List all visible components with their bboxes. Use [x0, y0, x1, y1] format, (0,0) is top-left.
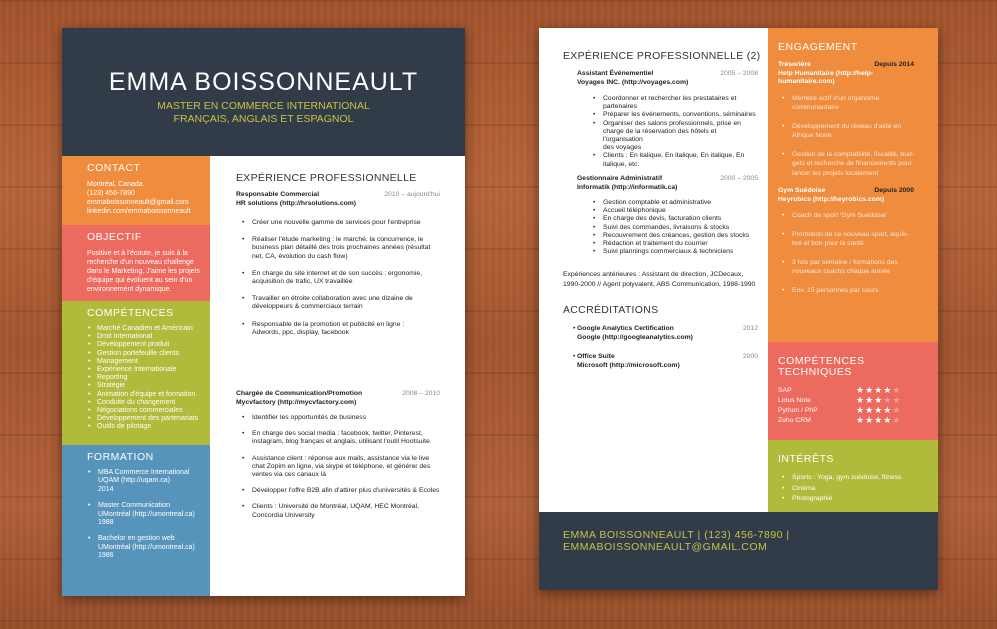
star-empty-icon: ★ — [883, 395, 893, 405]
engagement-item: • Coach de sport 'Gym Suédoise' — [778, 211, 928, 221]
job-bullet: • Développer l'offre B2B afin d'attirer plus d'universités & Ecoles — [236, 487, 440, 495]
objectif-line: environnement dynamique. — [87, 286, 172, 293]
accreditations-title: ACCRÉDITATIONS — [563, 304, 659, 316]
formation-item — [87, 469, 210, 494]
job-company: Voyages INC. (http://voyages.com) — [577, 78, 689, 86]
star-filled-icon: ★ — [865, 395, 875, 405]
job-bullets — [236, 219, 440, 337]
job-entry — [236, 191, 440, 337]
formation-title: FORMATION — [87, 451, 154, 463]
star-filled-icon: ★ — [883, 385, 893, 395]
job-bullet: • Créer une nouvelle gamme de services pour l'entreprise — [236, 219, 440, 227]
star-filled-icon: ★ — [874, 385, 884, 395]
competences-section — [62, 301, 210, 445]
previous-line: Expériences antérieures : Assistant de direction, JCDecaux, — [563, 271, 744, 278]
skill-name: Lotus Note — [778, 397, 811, 404]
objectif-line: recherche d'un nouveau challenge — [87, 259, 194, 266]
job-bullet: • Travailler en étroite collaboration avec une dizaine de développeurs & commerciaux terrain — [236, 295, 440, 311]
star-filled-icon: ★ — [865, 385, 875, 395]
job-bullet: • Organiser des salons professionnels, prise en charge de la réservation des hôtels et l'organisation des voyages — [587, 120, 758, 153]
resume-subtitle-1: MASTER EN COMMERCE INTERNATIONAL — [157, 100, 370, 112]
job-company: Mycvfactory (http://mycvfactory.com) — [236, 398, 357, 406]
engagement-section — [768, 28, 938, 342]
interets-list — [778, 473, 928, 504]
job-bullet: • Suivi plannings commerciaux & techniciens — [587, 248, 758, 256]
job-bullet: • Recouvrement des créances, gestion des stocks — [587, 232, 758, 240]
resume-page-2 — [539, 28, 938, 590]
competences-list — [87, 325, 210, 432]
engagement-list — [778, 211, 928, 295]
formation-degree: • MBA Commerce International — [98, 469, 190, 476]
engagement-org: Heyrobics (http://heyrobics.com) — [778, 195, 885, 203]
objectif-line: Positive et à l'écoute, je suis à la — [87, 250, 188, 257]
experience-title: EXPÉRIENCE PROFESSIONNELLE — [236, 172, 417, 184]
objectif-line: dans le Marketing. J'aime les projets — [87, 268, 200, 275]
footer-contact: EMMA BOISSONNEAULT | (123) 456-7890 | EMMABOISSONNEAULT@GMAIL.COM — [563, 529, 790, 553]
skill-row — [778, 416, 928, 426]
competence-item: • Développement produit — [97, 341, 210, 349]
interet-item: • Sports : Yoga, gym suédoise, fitness — [778, 473, 928, 483]
skill-row — [778, 386, 928, 396]
star-filled-icon: ★ — [883, 415, 893, 425]
job-bullet: • En charge du site internet et de son succès : ergonomie, acquisition de trafic, UX travaillée — [236, 270, 440, 286]
objectif-title: OBJECTIF — [87, 231, 142, 243]
job-bullet: • Identifier les opportunités de business — [236, 414, 440, 422]
job-bullet: • En charge des social media : facebook, twitter, Pinterest, instagram, blog français et anglais, utilisant l'outil Hootsuite — [236, 430, 440, 446]
skill-rating-stars — [856, 415, 901, 425]
skill-rating-stars — [856, 385, 901, 395]
resume-subtitle-2: FRANÇAIS, ANGLAIS ET ESPAGNOL — [173, 113, 354, 125]
previous-experience — [563, 270, 763, 289]
engagement-role: Gym Suédoise Depuis 2000 — [778, 187, 914, 194]
engagement-item: • Promotion de ce nouveau sport, équili- bré et bon pour la santé — [778, 230, 928, 249]
job-bullet: • Accueil téléphonique — [587, 207, 758, 215]
job-title: Gestionnaire Administratif — [577, 175, 663, 182]
formation-degree: • Master Communication — [98, 502, 170, 510]
star-empty-icon: ★ — [892, 385, 902, 395]
job-title: Assistant Événementiel — [577, 70, 654, 77]
interet-item: • Cinéma — [778, 484, 928, 494]
star-empty-icon: ★ — [892, 405, 902, 415]
star-filled-icon: ★ — [874, 395, 884, 405]
job-bullet: • Coordonner et rechercher les prestataires et partenaires — [587, 95, 758, 111]
star-filled-icon: ★ — [865, 405, 875, 415]
competence-item: • Marché Canadien et Américain — [97, 325, 210, 333]
star-filled-icon: ★ — [856, 395, 866, 405]
previous-line: 1990-2000 // Agent polyvalent, ABS Communication, 1988-1990 — [563, 280, 756, 288]
skill-name: Python / PhP — [778, 407, 818, 414]
job-title: Responsable Commercial — [236, 191, 320, 198]
engagement-date: Depuis 2014 — [874, 61, 914, 68]
engagement-item: • Membre actif d'un organisme communautaire — [778, 94, 928, 113]
job-bullet: • Préparer les événements, conventions, séminaires — [587, 111, 758, 119]
engagement-title: ENGAGEMENT — [778, 41, 858, 53]
resume-name: EMMA BOISSONNEAULT — [108, 68, 419, 96]
competence-item: • Animation d'équipe et formation — [97, 391, 210, 399]
job-title: Chargée de Communication/Promotion — [236, 390, 363, 397]
star-filled-icon: ★ — [883, 405, 893, 415]
interets-title: INTÉRÊTS — [778, 453, 834, 465]
contact-phone: (123) 456-7890 — [87, 190, 135, 197]
job-company: HR solutions (http://hrsolutions.com) — [236, 199, 357, 207]
competences-title: COMPÉTENCES — [87, 307, 174, 319]
engagement-item: • Développement du réseau d'aide en Afrique Noire — [778, 122, 928, 141]
accreditation-bullet — [567, 353, 758, 370]
objectif-line: d'équipe qui évoluent au sein d'un — [87, 277, 193, 284]
engagement-date: Depuis 2000 — [874, 187, 914, 194]
skill-row — [778, 406, 928, 416]
job-entry — [577, 175, 758, 256]
job-bullets — [587, 199, 758, 256]
star-empty-icon: ★ — [892, 395, 902, 405]
engagement-item: • Env. 15 personnes par cours — [778, 286, 928, 296]
engagement-item: • 3 fois par semaine / formations des nouveaux coachs chaque année — [778, 258, 928, 277]
job-bullets — [587, 95, 758, 169]
competence-item: • Développement des partenariats — [97, 415, 210, 423]
formation-section — [62, 445, 210, 596]
job-bullet: • En charge des devis, facturation clients — [587, 215, 758, 223]
engagement-item: • Gestion de la comptabilité, fiscalité, bud- gets et recherche de financements pour lancer les projets localement — [778, 150, 928, 179]
formation-item — [87, 535, 210, 560]
accreditation-text: • Office Suite Microsoft (http://microsoft.com) — [567, 353, 758, 370]
skill-row — [778, 396, 928, 406]
accreditation-date: 2012 — [742, 325, 758, 332]
job-bullet: • Clients : Université de Montréal, UQAM, HEC Montréal, Concordia University — [236, 503, 440, 519]
competence-item: • Conduite du changement — [97, 399, 210, 407]
star-filled-icon: ★ — [856, 405, 866, 415]
engagement-list — [778, 94, 928, 179]
competence-item: • Stratégie — [97, 382, 210, 390]
formation-degree: • Bachelor en gestion web — [98, 535, 175, 543]
star-filled-icon: ★ — [856, 415, 866, 425]
skill-name: SAP — [778, 387, 792, 394]
competences-techniques-title: COMPÉTENCES TECHNIQUES — [778, 355, 865, 378]
accreditation-item — [567, 353, 758, 370]
competences-techniques-section — [768, 342, 938, 440]
competence-item: • Management — [97, 358, 210, 366]
job-entry — [577, 70, 758, 169]
skill-rating-stars — [856, 405, 901, 415]
star-filled-icon: ★ — [874, 415, 884, 425]
contact-linkedin: linkedin.com/emmaboissonneault — [87, 208, 191, 215]
job-bullet: • Assistance client : réponse aux mails, assistance via le live chat Zopim en ligne, via skype et téléphone, et générer des ventes via ces canaux là — [236, 455, 440, 480]
formation-item — [87, 502, 210, 527]
star-filled-icon: ★ — [874, 405, 884, 415]
star-empty-icon: ★ — [892, 415, 902, 425]
objectif-section — [62, 225, 210, 301]
skill-rating-stars — [856, 395, 901, 405]
accreditation-item — [567, 325, 758, 342]
job-entry — [236, 390, 440, 520]
contact-section — [62, 156, 210, 225]
star-filled-icon: ★ — [865, 415, 875, 425]
engagement-role: Trésorière Depuis 2014 — [778, 61, 914, 68]
competence-item: • Négociations commerciales — [97, 407, 210, 415]
resume-page-1 — [62, 28, 465, 596]
accreditation-bullet — [567, 325, 758, 342]
contact-city: Montréal, Canada — [87, 181, 143, 188]
engagement-org: Help Humanitaire (http://help-humanitaire.com) — [778, 69, 874, 85]
experience2-section — [539, 28, 768, 512]
experience2-title: EXPÉRIENCE PROFESSIONNELLE (2) — [563, 50, 761, 62]
formation-year: 1986 — [98, 552, 114, 560]
competence-item: • Gestion portefeuille clients — [97, 350, 210, 358]
interet-item: • Photographie — [778, 494, 928, 504]
skills-list — [778, 386, 928, 426]
job-bullets — [236, 414, 440, 520]
competence-item: • Outils de pilotage — [97, 423, 210, 431]
job-bullet: • Gestion comptable et administrative — [587, 199, 758, 207]
contact-email: emmaboissonneault@gmail.com — [87, 199, 189, 206]
formation-school: UMontréal (http://umontreal.ca) — [98, 510, 195, 518]
job-bullet: • Responsable de la promotion et publicité en ligne : Adwords, ppc, display, facebook — [236, 321, 440, 337]
accreditation-date: 2000 — [742, 353, 758, 360]
job-bullet: • Clients : En italique, En italique, En italique, En italique, etc. — [587, 152, 758, 168]
formation-school: UMontréal (http://umontreal.ca) — [98, 543, 195, 551]
accreditation-text: • Google Analytics Certification Google (http://googleanalytics.com) — [567, 325, 758, 342]
job-bullet: • Réaliser l'étude marketing : le marché, la concurrence, le business plan détaillé des trois prochaines années (résultat net, CA, évolution du cash flow) — [236, 236, 440, 261]
resume-header — [62, 28, 465, 156]
formation-school: UQAM (http://uqam.ca) — [98, 477, 170, 485]
competence-item: • Reporting — [97, 374, 210, 382]
skill-name: Zoho CRM — [778, 417, 811, 424]
star-filled-icon: ★ — [856, 385, 866, 395]
job-date: 2005 – 2008 — [720, 70, 758, 77]
resume-footer — [539, 512, 938, 590]
job-company: Informatik (http://informatik.ca) — [577, 183, 678, 191]
contact-title: CONTACT — [87, 162, 141, 174]
competence-item: • Droit International — [97, 333, 210, 341]
job-date: 2008 – 2010 — [402, 390, 440, 397]
job-date: 2000 – 2005 — [720, 175, 758, 182]
competence-item: • Expérience Internationale — [97, 366, 210, 374]
job-bullet: • Suivi des commandes, livraisons & stocks — [587, 224, 758, 232]
job-date: 2010 – aujourd'hui — [384, 191, 440, 198]
formation-year: 2014 — [98, 485, 114, 493]
interets-section — [768, 440, 938, 512]
formation-year: 1988 — [98, 519, 114, 527]
job-bullet: • Rédaction et traitement du courrier — [587, 240, 758, 248]
